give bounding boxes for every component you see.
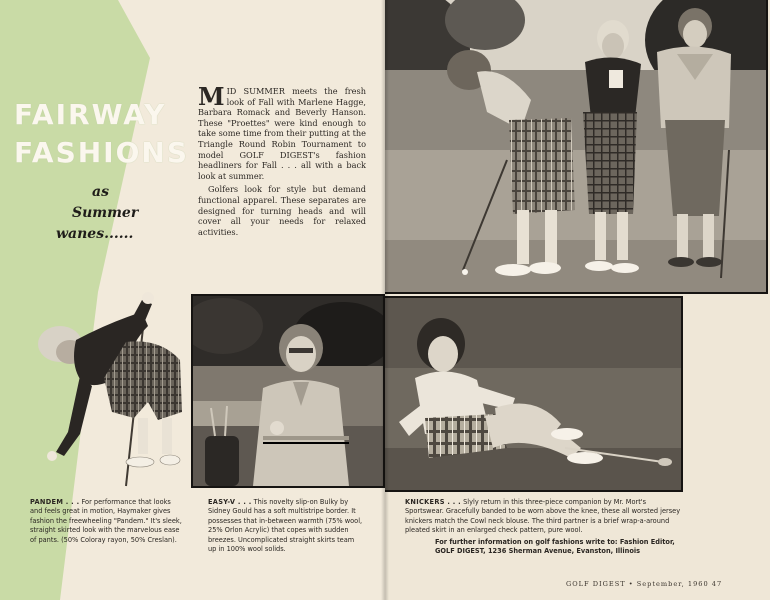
title-line-1: FAIRWAY (14, 98, 167, 131)
three-golfers-photo (385, 0, 768, 294)
pandem-golfer-photo (30, 282, 190, 494)
knickers-caption-text: Slyly return in this three-piece companion by Mr. Mort's Sportswear. Gracefully banded to be worn above the knee, these all worsted jersey knickers match the Cowl neck blouse. The third partner is a brief wrap-a-around pleated skirt in an enlarged check pattern, pure wool. (405, 498, 681, 535)
intro-paragraph-2: Golfers look for style but demand functional apparel. These separates are designed for turning heads and will cover all your needs for relaxed activities. (198, 184, 366, 237)
pandem-caption-text: For performance that looks and feels great in motion, Haymaker gives fashion the freewheeling "Pandem." It's sleek, straight skirted look with the marvelous ease of pants. (50% Coloray rayon, 50% Creslan). (30, 498, 182, 544)
right-page (385, 0, 770, 600)
page-footer: GOLF DIGEST • September, 1960 47 (566, 580, 723, 588)
easy-v-photo (191, 294, 385, 488)
subtitle-line-3: wanes...... (56, 226, 134, 242)
easy-v-caption-label: EASY-V . . . (208, 498, 252, 506)
page-gutter (381, 0, 389, 600)
pandem-caption (30, 498, 184, 545)
knickers-caption (405, 498, 685, 556)
title-line-2: FASHIONS (14, 136, 190, 169)
drop-cap: M (198, 82, 225, 111)
intro-paragraph-1 (198, 82, 366, 181)
further-info: For further information on golf fashions write to: Fashion Editor, GOLF DIGEST, 1236 Sherman Avenue, Evanston, Illinois (435, 537, 675, 556)
pandem-caption-label: PANDEM . . . (30, 498, 80, 506)
intro-text (198, 82, 366, 240)
article-title (14, 96, 189, 172)
easy-v-caption (208, 498, 364, 554)
article-subtitle (40, 182, 138, 245)
easy-v-caption-text: This novelty slip-on Bulky by Sidney Gould has a soft multistripe border. It possesses that in-between warmth (75% wool, 25% Orlon Acrylic) that copes with sudden breezes. Uncomplicated straight skirts team up in 100% wool solids. (208, 498, 363, 554)
knickers-caption-label: KNICKERS . . . (405, 498, 461, 506)
intro-paragraph-1-text: ID SUMMER meets the fresh look of Fall with Marlene Hagge, Barbara Romack and Beverly Hanson. These "Proettes" were kind enough to take some time from their putting at the Triangle Round Robin Tournament to model GOLF DIGEST's fashion headliners for Fall . . . all with a back look at summer. (198, 86, 366, 181)
subtitle-line-1: as (92, 184, 109, 200)
subtitle-line-2: Summer (72, 205, 139, 221)
knickers-photo (385, 296, 683, 492)
